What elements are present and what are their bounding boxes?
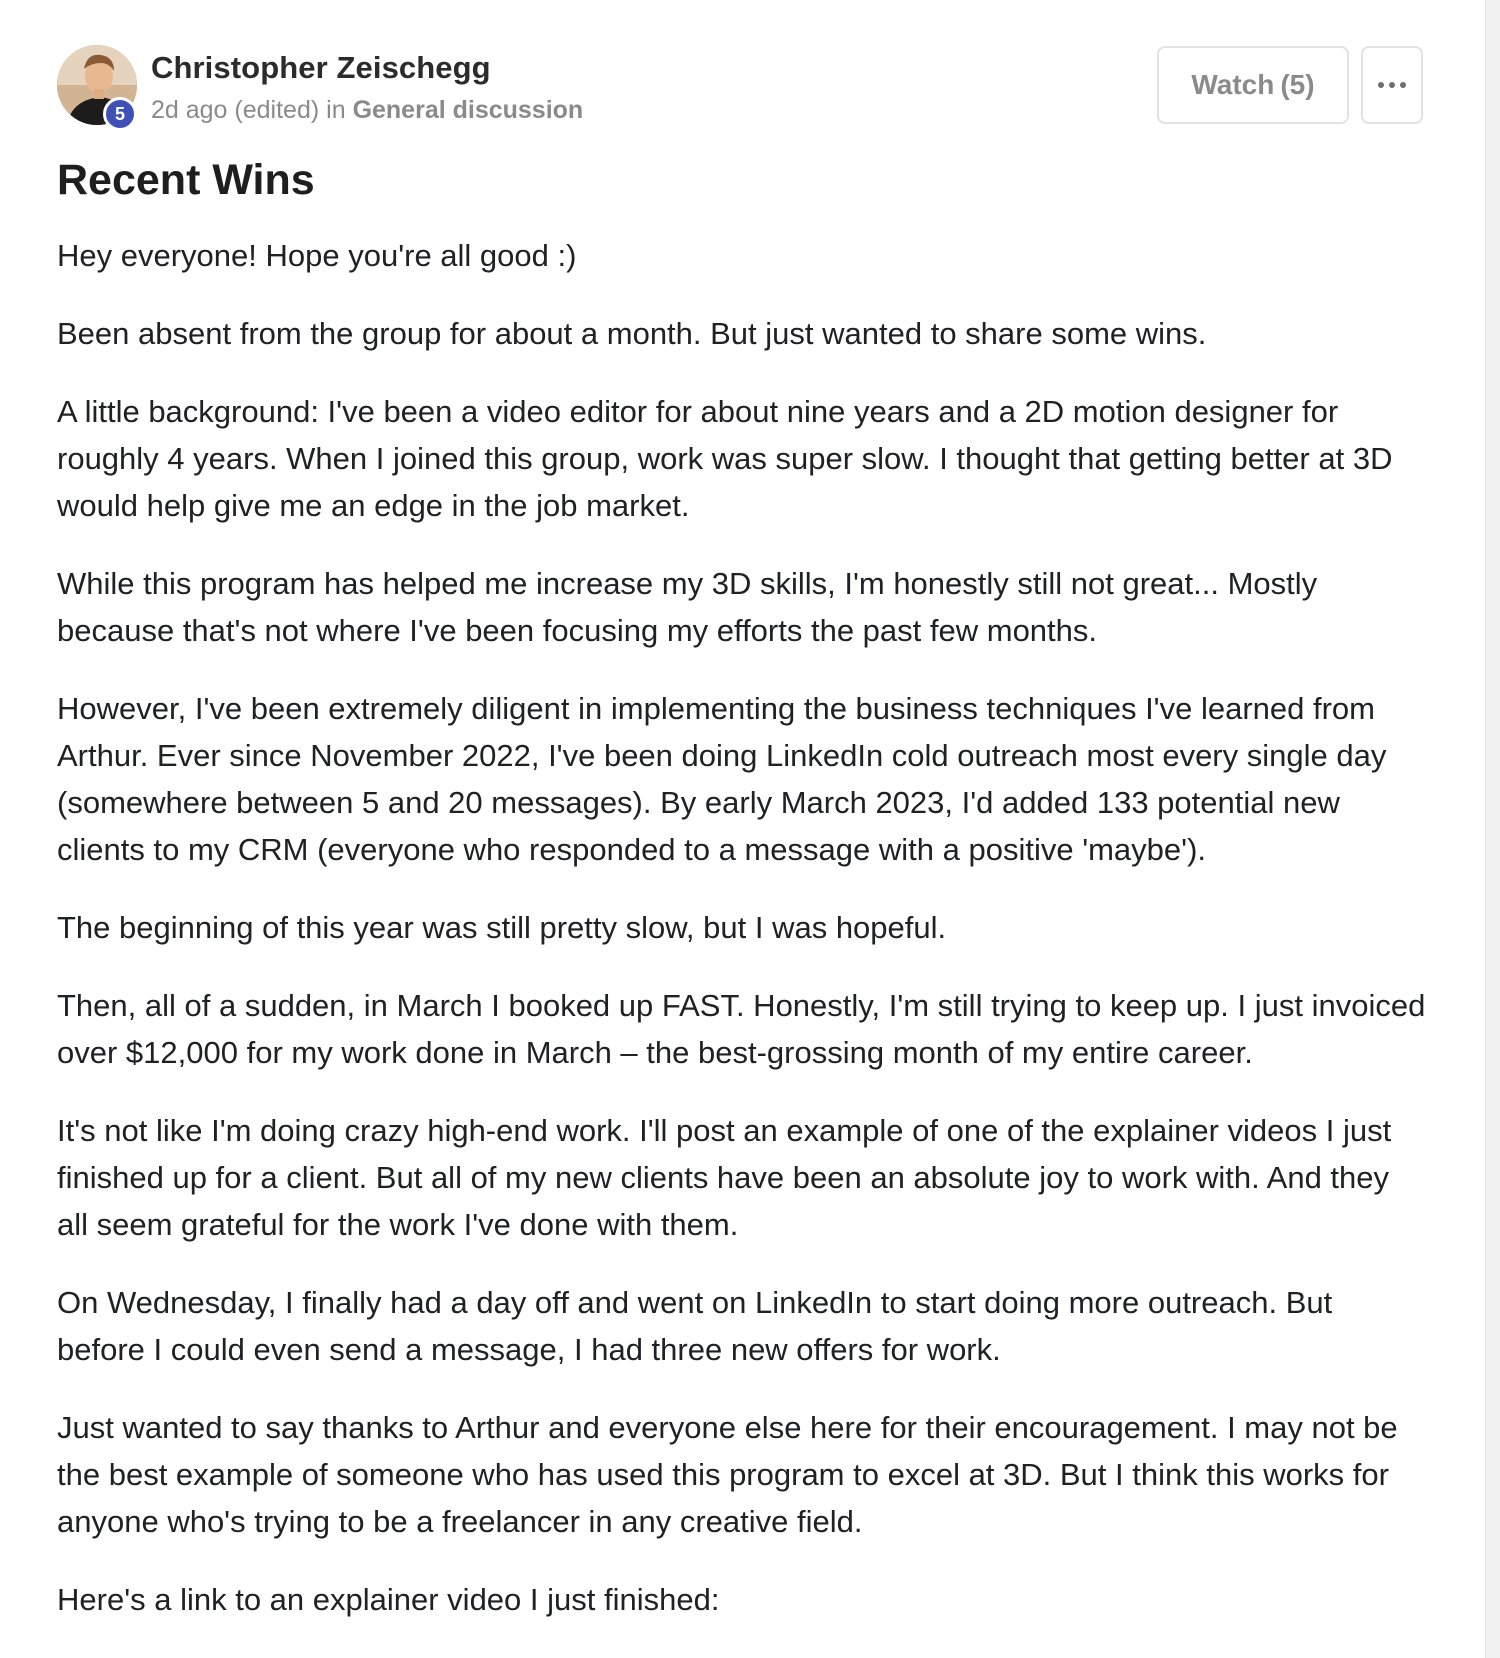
author-avatar-wrapper[interactable] xyxy=(57,45,137,125)
post-meta xyxy=(151,96,583,125)
meta-in-label: in xyxy=(326,96,346,124)
post-paragraph: Just wanted to say thanks to Arthur and everyone else here for their encouragement. I may not be the best example of someone who has used this program to excel at 3D. But I think this works for anyone who's trying to be a freelancer in any creative field. xyxy=(57,1410,1398,1539)
author-name[interactable]: Christopher Zeischegg xyxy=(151,50,491,85)
post-paragraph: While this program has helped me increase my 3D skills, I'm honestly still not great... Mostly because that's not where I've been focusing my efforts the past few months. xyxy=(57,566,1318,648)
post-body xyxy=(57,232,1427,1654)
scrollbar-track[interactable] xyxy=(1485,0,1500,1658)
level-badge: 5 xyxy=(103,97,137,131)
watch-count: (5) xyxy=(1280,69,1315,100)
post-paragraph: However, I've been extremely diligent in implementing the business techniques I've learned from Arthur. Ever since November 2022, I've been doing LinkedIn cold outreach most every single day (somewhere between 5 and 20 messages). By early March 2023, I'd added 133 potential new clients to my CRM (everyone who responded to a message with a positive 'maybe'). xyxy=(57,691,1387,867)
post-header xyxy=(57,0,1427,204)
post-paragraph: It's not like I'm doing crazy high-end work. I'll post an example of one of the explainer videos I just finished up for a client. But all of my new clients have been an absolute joy to work with. And they all seem grateful for the work I've done with them. xyxy=(57,1113,1392,1242)
more-options-button[interactable] xyxy=(1361,46,1423,124)
post-timestamp: 2d ago (edited) xyxy=(151,96,320,124)
watch-button-label: Watch xyxy=(1191,69,1275,100)
post-paragraph: Hey everyone! Hope you're all good :) xyxy=(57,238,577,273)
category-link[interactable]: General discussion xyxy=(352,96,584,124)
post-card xyxy=(57,0,1427,1617)
post-paragraph: Here's a link to an explainer video I just finished: xyxy=(57,1582,720,1617)
post-title: Recent Wins xyxy=(57,156,315,204)
watch-button[interactable] xyxy=(1157,46,1349,124)
post-paragraph: Been absent from the group for about a month. But just wanted to share some wins. xyxy=(57,316,1207,351)
ellipsis-icon xyxy=(1378,82,1406,88)
post-paragraph: The beginning of this year was still pretty slow, but I was hopeful. xyxy=(57,910,947,945)
post-paragraph: On Wednesday, I finally had a day off and went on LinkedIn to start doing more outreach. But before I could even send a message, I had three new offers for work. xyxy=(57,1285,1333,1367)
post-paragraph: A little background: I've been a video editor for about nine years and a 2D motion designer for roughly 4 years. When I joined this group, work was super slow. I thought that getting better at 3D would help give me an edge in the job market. xyxy=(57,394,1393,523)
post-paragraph: Then, all of a sudden, in March I booked up FAST. Honestly, I'm still trying to keep up. I just invoiced over $12,000 for my work done in March – the best-grossing month of my entire career. xyxy=(57,988,1426,1070)
